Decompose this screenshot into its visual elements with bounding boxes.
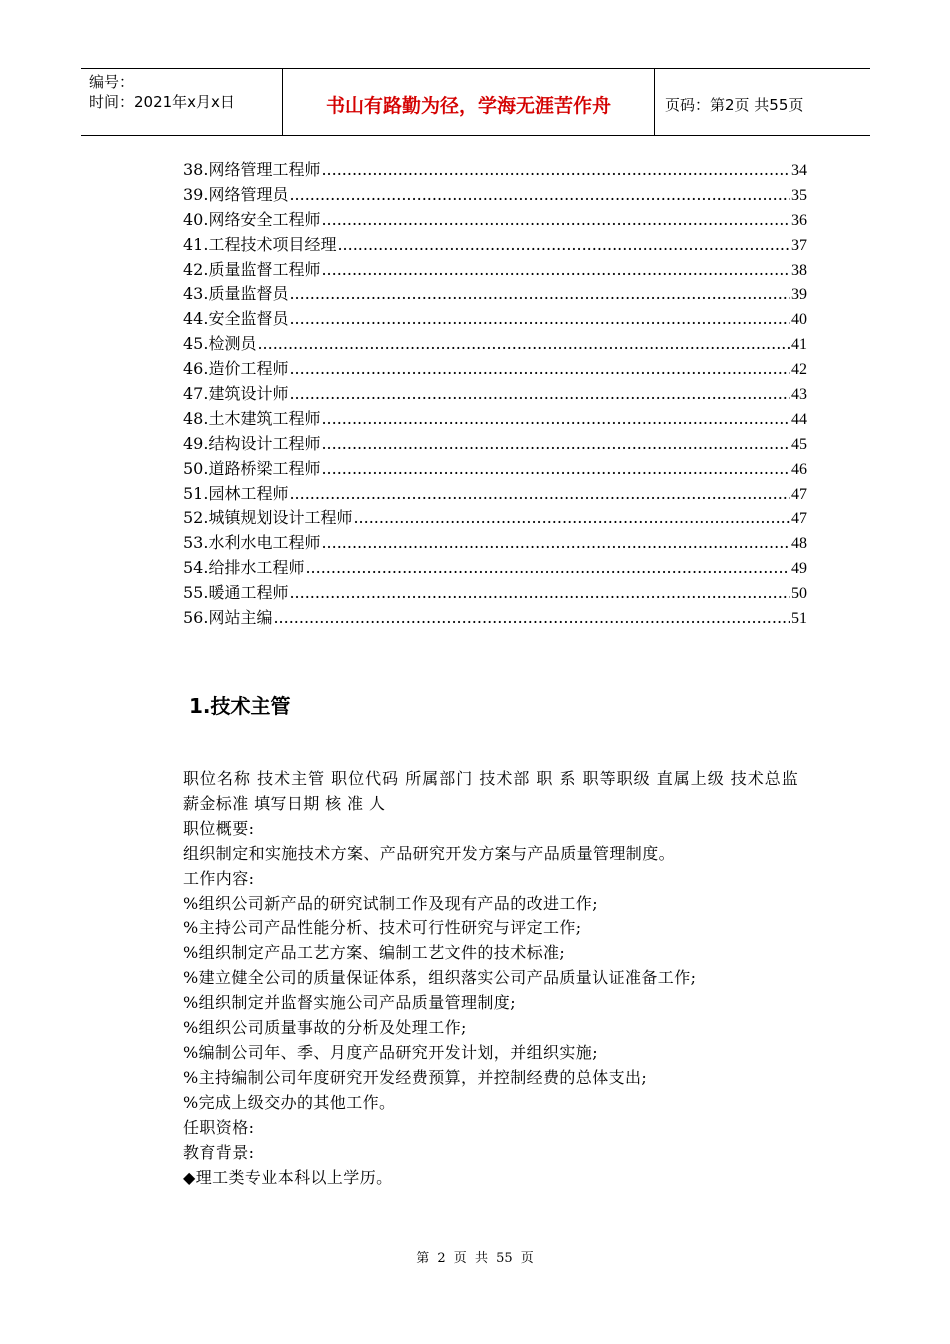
toc-entry-page: 34 <box>791 162 807 179</box>
toc-entry[interactable] <box>183 407 807 432</box>
toc-entry-title: 51.园林工程师 <box>183 483 289 503</box>
toc-entry-page: 47 <box>791 510 807 528</box>
body-line: 工作内容: <box>183 868 255 888</box>
body-line: 职位概要: <box>183 818 255 838</box>
toc-leader-dots <box>289 307 790 332</box>
toc-entry[interactable] <box>183 332 807 357</box>
toc-entry-title: 50.道路桥梁工程师 <box>183 458 321 478</box>
toc-leader-dots <box>321 258 790 283</box>
body-line: %完成上级交办的其他工作。 <box>183 1092 396 1112</box>
toc-entry[interactable] <box>183 282 807 307</box>
header-meta <box>89 72 235 112</box>
toc-entry[interactable] <box>183 233 807 258</box>
body-line: ◆理工类专业本科以上学历。 <box>183 1167 393 1187</box>
body-line: %编制公司年、季、月度产品研究开发计划，并组织实施; <box>183 1042 598 1062</box>
header-page-label: 页码：第2页 共55页 <box>665 96 804 114</box>
toc-leader-dots <box>289 282 790 307</box>
toc-entry-page: 48 <box>791 535 807 553</box>
toc-leader-dots <box>353 506 790 531</box>
footer-ye: 页 <box>453 1251 467 1266</box>
job-info-paragraph: 职位名称 技术主管 职位代码 所属部门 技术部 职 系 职等职级 直属上级 技术总监 <box>183 769 799 788</box>
toc-leader-dots <box>289 581 790 606</box>
toc-leader-dots <box>321 407 790 432</box>
toc-entry-title: 49.结构设计工程师 <box>183 433 321 453</box>
toc-leader-dots <box>273 606 790 631</box>
toc-entry[interactable] <box>183 382 807 407</box>
toc-entry-title: 54.给排水工程师 <box>183 558 305 578</box>
toc-entry-title: 40.网络安全工程师 <box>183 209 321 229</box>
toc-entry-page: 37 <box>791 236 807 254</box>
toc-leader-dots <box>305 556 790 581</box>
toc-leader-dots <box>337 233 790 258</box>
footer-di: 第 <box>416 1251 430 1266</box>
body-lines <box>145 792 805 1191</box>
toc-entry[interactable] <box>183 183 807 208</box>
toc-leader-dots <box>289 482 790 507</box>
toc-entry[interactable] <box>183 432 807 457</box>
toc-leader-dots <box>321 208 790 233</box>
toc-leader-dots <box>321 432 790 457</box>
toc-entry-title: 44.安全监督员 <box>183 309 289 329</box>
toc-entry-page: 42 <box>791 361 807 379</box>
time-label: 时间：2021年x月x日 <box>89 93 235 111</box>
toc-entry-page: 40 <box>791 311 807 329</box>
body-line: 组织制定和实施技术方案、产品研究开发方案与产品质量管理制度。 <box>183 843 676 863</box>
body-line: 教育背景: <box>183 1142 255 1162</box>
toc-entry-page: 45 <box>791 435 807 453</box>
toc-entry[interactable] <box>183 606 807 631</box>
toc-entry-title: 41.工程技术项目经理 <box>183 234 337 254</box>
toc-entry-page: 35 <box>791 186 807 204</box>
toc-entry[interactable] <box>183 556 807 581</box>
body-line: %主持编制公司年度研究开发经费预算，并控制经费的总体支出; <box>183 1067 648 1087</box>
toc-entry-page: 44 <box>791 410 807 428</box>
toc-entry-title: 47.建筑设计师 <box>183 384 289 404</box>
toc-entry[interactable] <box>183 457 807 482</box>
toc-entry-title: 53.水利水电工程师 <box>183 533 321 553</box>
toc-leader-dots <box>257 332 790 357</box>
number-label: 编号： <box>89 73 135 91</box>
toc-entry-page: 41 <box>791 336 807 354</box>
toc-entry-page: 51 <box>791 610 807 628</box>
body-line: %主持公司产品性能分析、技术可行性研究与评定工作; <box>183 918 582 938</box>
toc-entry[interactable] <box>183 208 807 233</box>
toc-leader-dots <box>289 382 790 407</box>
body-line: %组织制定并监督实施公司产品质量管理制度; <box>183 993 516 1013</box>
toc-entry-page: 36 <box>791 211 807 229</box>
table-of-contents <box>183 158 807 631</box>
toc-entry-title: 38.网络管理工程师 <box>183 160 321 179</box>
toc-entry[interactable] <box>183 158 807 183</box>
body-line: %组织公司新产品的研究试制工作及现有产品的改进工作; <box>183 893 598 913</box>
toc-entry-page: 43 <box>791 386 807 404</box>
body-line: 任职资格: <box>183 1117 255 1137</box>
body-line: %组织公司质量事故的分析及处理工作; <box>183 1018 467 1038</box>
footer-ye: 页 <box>520 1251 534 1266</box>
toc-entry-title: 46.造价工程师 <box>183 359 289 379</box>
body-line: 薪金标准 填写日期 核 准 人 <box>183 793 386 813</box>
toc-entry[interactable] <box>183 307 807 332</box>
toc-leader-dots <box>321 158 790 183</box>
body-line: %组织制定产品工艺方案、编制工艺文件的技术标准; <box>183 943 566 963</box>
footer-total-pages: 55 <box>496 1251 513 1266</box>
toc-entry[interactable] <box>183 531 807 556</box>
toc-entry-title: 52.城镇规划设计工程师 <box>183 508 353 528</box>
page-header <box>81 68 870 136</box>
toc-entry-title: 45.检测员 <box>183 334 257 354</box>
footer-current-page: 2 <box>437 1251 446 1266</box>
toc-leader-dots <box>321 531 790 556</box>
header-divider <box>654 69 655 135</box>
header-motto: 书山有路勤为径，学海无涯苦作舟 <box>325 95 611 117</box>
toc-entry-title: 55.暖通工程师 <box>183 583 289 603</box>
toc-entry[interactable] <box>183 357 807 382</box>
toc-entry[interactable] <box>183 482 807 507</box>
toc-entry[interactable] <box>183 258 807 283</box>
toc-leader-dots <box>289 183 790 208</box>
section-heading: 1.技术主管 <box>189 694 291 718</box>
toc-entry-title: 48.土木建筑工程师 <box>183 408 321 428</box>
body-text <box>145 767 805 1190</box>
page-footer <box>0 1247 950 1266</box>
toc-entry-page: 46 <box>791 460 807 478</box>
toc-entry-page: 38 <box>791 261 807 279</box>
toc-leader-dots <box>289 357 790 382</box>
toc-entry-title: 56.网站主编 <box>183 608 273 628</box>
toc-entry[interactable] <box>183 581 807 606</box>
toc-leader-dots <box>321 457 790 482</box>
toc-entry-title: 43.质量监督员 <box>183 284 289 304</box>
toc-entry-page: 39 <box>791 286 807 304</box>
body-line: %建立健全公司的质量保证体系，组织落实公司产品质量认证准备工作; <box>183 968 697 988</box>
toc-entry-title: 42.质量监督工程师 <box>183 259 321 279</box>
toc-entry[interactable] <box>183 506 807 531</box>
toc-entry-page: 47 <box>791 485 807 503</box>
toc-entry-page: 50 <box>791 585 807 603</box>
toc-entry-title: 39.网络管理员 <box>183 184 289 204</box>
toc-entry-page: 49 <box>791 560 807 578</box>
footer-gong: 共 <box>474 1251 488 1266</box>
